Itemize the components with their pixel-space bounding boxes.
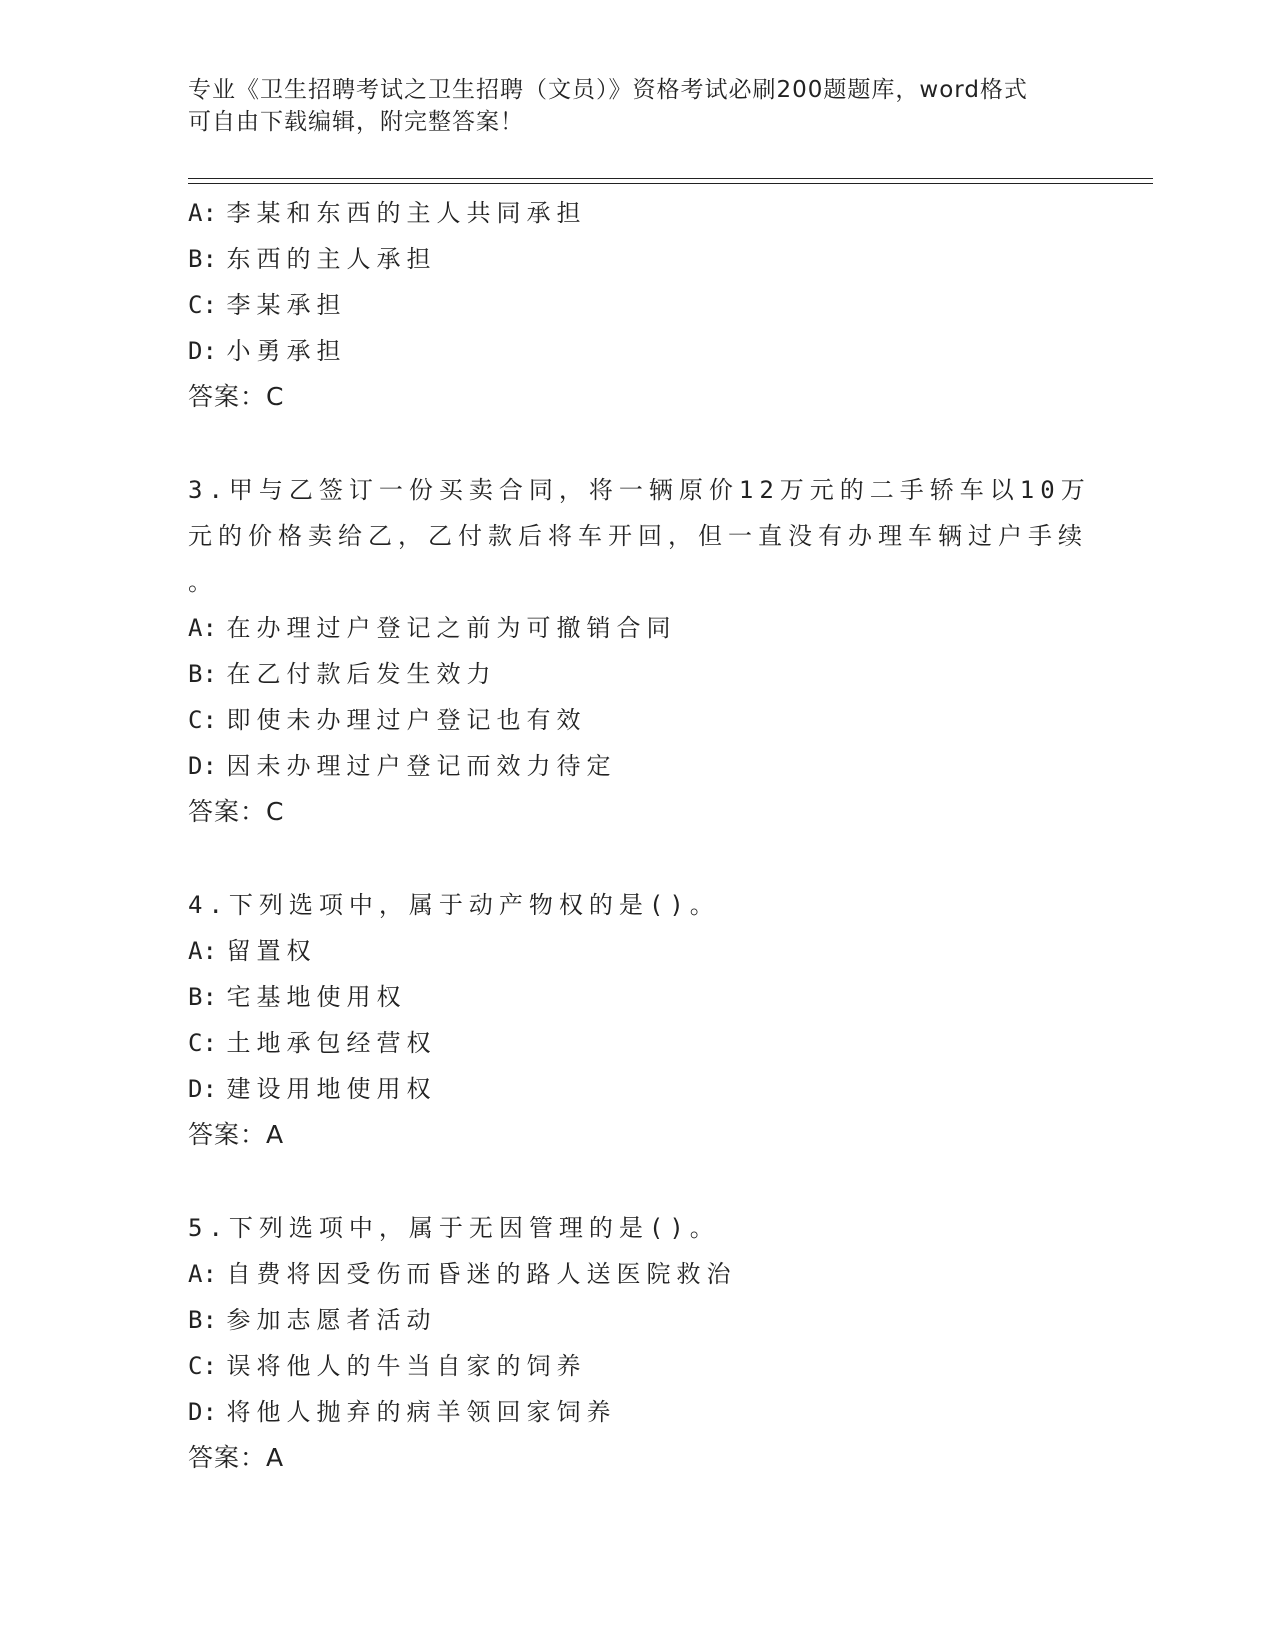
option-d: D: 将他人抛弃的病羊领回家饲养 xyxy=(188,1398,617,1426)
question-list xyxy=(188,190,1091,1481)
question-stem-line: 元的价格卖给乙，乙付款后将车开回，但一直没有办理车辆过户手续 xyxy=(188,522,1088,550)
answer: 答案：C xyxy=(188,382,285,411)
question-stem-line: 3.甲与乙签订一份买卖合同，将一辆原价12万元的二手轿车以10万 xyxy=(188,476,1091,504)
question-stem-line: 4.下列选项中，属于动产物权的是()。 xyxy=(188,891,720,919)
question-stem-line: 。 xyxy=(188,568,218,596)
header-title-line-1: 专业《卫生招聘考试之卫生招聘（文员）》资格考试必刷200题题库，word格式 xyxy=(188,77,1028,103)
option-a: A: 留置权 xyxy=(188,937,317,965)
question-stem-line: 5.下列选项中，属于无因管理的是()。 xyxy=(188,1214,720,1242)
option-a: A: 自费将因受伤而昏迷的路人送医院救治 xyxy=(188,1260,737,1288)
question-5 xyxy=(188,1205,1088,1481)
option-b: B: 在乙付款后发生效力 xyxy=(188,660,497,688)
header-divider-bottom xyxy=(188,183,1153,184)
document-header xyxy=(188,74,1068,138)
answer: 答案：A xyxy=(188,1120,285,1149)
option-b: B: 东西的主人承担 xyxy=(188,245,437,273)
question-4 xyxy=(188,882,1088,1158)
option-c: C: 土地承包经营权 xyxy=(188,1029,437,1057)
question-2 xyxy=(188,190,1088,420)
option-b: B: 宅基地使用权 xyxy=(188,983,407,1011)
option-d: D: 建设用地使用权 xyxy=(188,1075,437,1103)
option-d: D: 因未办理过户登记而效力待定 xyxy=(188,752,617,780)
answer: 答案：A xyxy=(188,1443,285,1472)
option-c: C: 即使未办理过户登记也有效 xyxy=(188,706,587,734)
question-3 xyxy=(188,467,1091,835)
header-divider-top xyxy=(188,178,1153,179)
option-d: D: 小勇承担 xyxy=(188,337,347,365)
header-title-line-2: 可自由下载编辑，附完整答案！ xyxy=(188,109,524,135)
answer: 答案：C xyxy=(188,797,285,826)
option-c: C: 李某承担 xyxy=(188,291,347,319)
option-c: C: 误将他人的牛当自家的饲养 xyxy=(188,1352,587,1380)
option-a: A: 李某和东西的主人共同承担 xyxy=(188,199,587,227)
option-b: B: 参加志愿者活动 xyxy=(188,1306,437,1334)
option-a: A: 在办理过户登记之前为可撤销合同 xyxy=(188,614,677,642)
